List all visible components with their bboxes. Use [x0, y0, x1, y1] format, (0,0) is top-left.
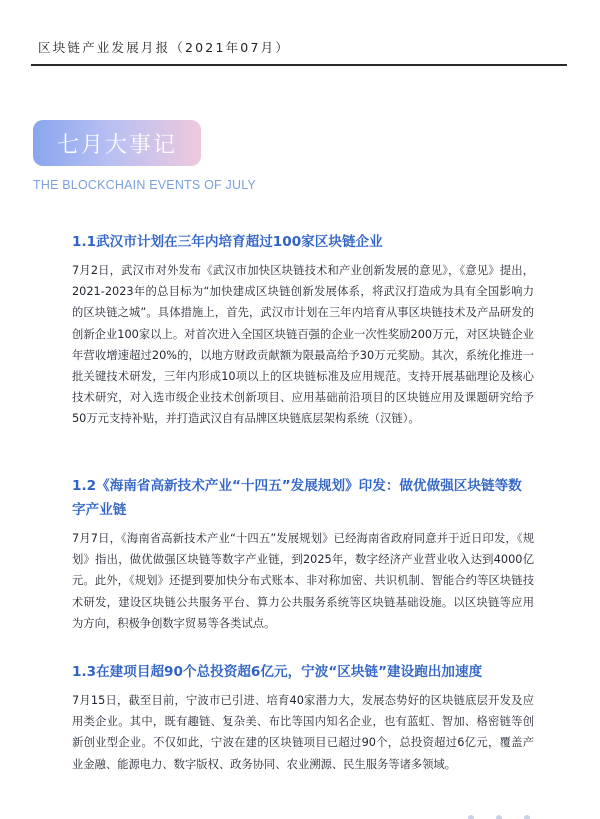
news-item-wuhan	[72, 230, 534, 430]
news-body: 7月2日，武汉市对外发布《武汉市加快区块链技术和产业创新发展的意见》，《意见》提出，2021-2023年的总目标为“加快建成区块链创新发展体系，将武汉打造成为具有全国影响力的区块链之城”。具体措施上，首先，武汉市计划在三年内培育从事区块链技术及产品研发的创新企业100家以上。对首次进入全国区块链百强的企业一次性奖励200万元，对区块链企业年营收增速超过20%的，以地方财政贡献额为限最高给予30万元奖励。其次，系统化推进一批关键技术研发，三年内形成10项以上的区块链标准及应用规范。支持开展基础理论及核心技术研究，对入选市级企业技术创新项目、应用基础前沿项目的区块链应用及课题研究给予50万元支持补贴，并打造武汉自有品牌区块链底层架构系统（汉链）。	[72, 264, 534, 426]
news-title: 1.2《海南省高新技术产业“十四五”发展规划》印发：做优做强区块链等数字产业链	[72, 478, 522, 518]
decorative-dot	[468, 815, 474, 819]
decorative-dot	[524, 815, 530, 819]
section-subtitle: THE BLOCKCHAIN EVENTS OF JULY	[33, 178, 256, 192]
page-header: 区块链产业发展月报（2021年07月）	[38, 40, 291, 55]
header-divider	[31, 64, 567, 66]
news-item-ningbo	[72, 660, 534, 775]
section-badge-label: 七月大事记	[56, 132, 177, 158]
section-badge	[33, 120, 201, 166]
news-title: 1.1武汉市计划在三年内培育超过100家区块链企业	[72, 234, 383, 250]
news-body: 7月7日，《海南省高新技术产业“十四五”发展规划》已经海南省政府同意并于近日印发，《规划》指出，做优做强区块链等数字产业链，到2025年，数字经济产业营业收入达到4000亿元。此外，《规划》还提到要加快分布式账本、非对称加密、共识机制、智能合约等区块链技术研发，建设区块链公共服务平台、算力公共服务系统等区块链基础设施。以区块链等应用为方向，积极争创数字贸易等各类试点。	[72, 532, 534, 630]
news-title: 1.3在建项目超90个总投资超6亿元，宁波“区块链”建设跑出加速度	[72, 664, 483, 680]
news-item-hainan	[72, 474, 534, 634]
decorative-dots	[468, 815, 530, 819]
news-body: 7月15日，截至目前，宁波市已引进、培育40家潜力大，发展态势好的区块链底层开发及应用类企业。其中，既有趣链、复杂美、布比等国内知名企业，也有蓝虹、智加、格密链等创新创业型企业。不仅如此，宁波在建的区块链项目已超过90个，总投资超过6亿元，覆盖产业金融、能源电力、数字版权、政务协同、农业溯源、民生服务等诸多领域。	[72, 694, 534, 771]
decorative-dot	[496, 815, 502, 819]
